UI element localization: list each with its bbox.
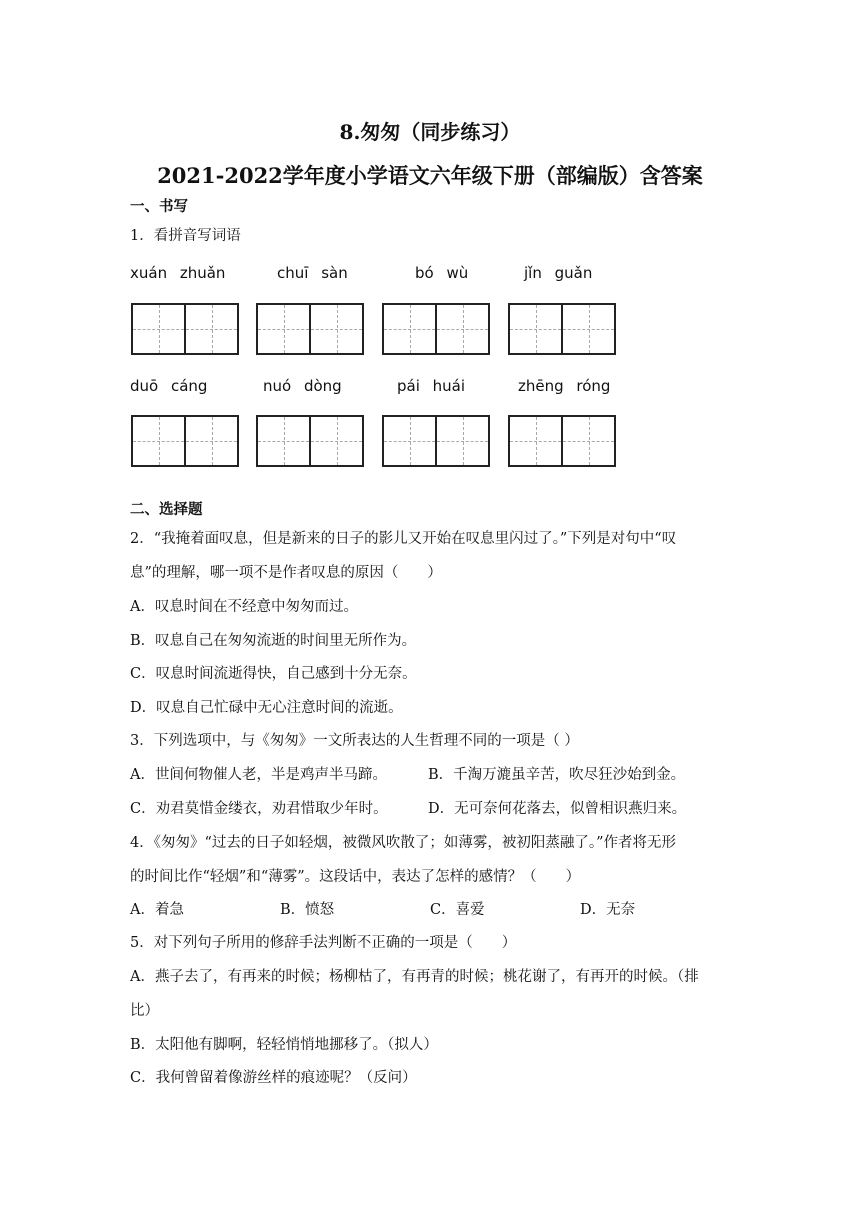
question-5-option-a[interactable]: A．燕子去了，有再来的时候；杨柳枯了，有再青的时候；桃花谢了，有再开的时候。（排 <box>130 969 699 985</box>
question-4-option-b[interactable]: B．愤怒 <box>280 902 335 918</box>
question-3-option-b[interactable]: B．千淘万漉虽辛苦，吹尽狂沙始到金。 <box>428 767 686 783</box>
pinyin-label: pái huái <box>397 377 466 395</box>
writing-box[interactable] <box>382 415 490 467</box>
pinyin-label: bó wù <box>415 264 469 282</box>
writing-box[interactable] <box>131 415 239 467</box>
question-4-option-d[interactable]: D．无奈 <box>580 902 636 918</box>
question-5-option-c[interactable]: C．我何曾留着像游丝样的痕迹呢？（反问） <box>130 1070 417 1086</box>
writing-box[interactable] <box>508 303 616 355</box>
question-2-stem: 息”的理解，哪一项不是作者叹息的原因（ ） <box>130 565 442 581</box>
pinyin-label: nuó dòng <box>263 377 342 395</box>
writing-box[interactable] <box>131 303 239 355</box>
pinyin-label: chuī sàn <box>277 264 348 282</box>
question-2-stem: 2．“我掩着面叹息，但是新来的日子的影儿又开始在叹息里闪过了。”下列是对句中“叹 <box>130 531 677 547</box>
question-3-option-d[interactable]: D．无可奈何花落去，似曾相识燕归来。 <box>428 801 687 817</box>
pinyin-label: duō cáng <box>130 377 208 395</box>
pinyin-label: jǐn guǎn <box>524 264 593 282</box>
question-3-option-a[interactable]: A．世间何物催人老，半是鸡声半马蹄。 <box>130 767 387 783</box>
question-4-option-a[interactable]: A．着急 <box>130 902 184 918</box>
question-3-stem: 3．下列选项中，与《匆匆》一文所表达的人生哲理不同的一项是（ ） <box>130 733 579 749</box>
question-1-stem: 1．看拼音写词语 <box>130 228 241 244</box>
question-4-stem: 4．《匆匆》“过去的日子如轻烟，被微风吹散了；如薄雾，被初阳蒸融了。”作者将无形 <box>130 835 677 851</box>
question-5-option-b[interactable]: B．太阳他有脚啊，轻轻悄悄地挪移了。（拟人） <box>130 1037 438 1053</box>
writing-box[interactable] <box>256 303 364 355</box>
section-heading-choice: 二、选择题 <box>130 501 203 518</box>
writing-box[interactable] <box>256 415 364 467</box>
question-2-option-b[interactable]: B．叹息自己在匆匆流逝的时间里无所作为。 <box>130 633 417 649</box>
question-2-option-c[interactable]: C．叹息时间流逝得快，自己感到十分无奈。 <box>130 666 417 682</box>
question-3-option-c[interactable]: C．劝君莫惜金缕衣，劝君惜取少年时。 <box>130 801 388 817</box>
page-subtitle: 2021-2022学年度小学语文六年级下册（部编版）含答案 <box>157 163 703 188</box>
pinyin-label: zhēng róng <box>518 377 611 395</box>
page-title: 8.匆匆（同步练习） <box>339 120 521 144</box>
question-5-stem: 5．对下列句子所用的修辞手法判断不正确的一项是（ ） <box>130 935 517 951</box>
question-5-option-a[interactable]: 比） <box>130 1003 159 1019</box>
writing-box[interactable] <box>382 303 490 355</box>
pinyin-label: xuán zhuǎn <box>130 264 226 282</box>
question-2-option-a[interactable]: A．叹息时间在不经意中匆匆而过。 <box>130 599 358 615</box>
question-2-option-d[interactable]: D．叹息自己忙碌中无心注意时间的流逝。 <box>130 700 403 716</box>
writing-box[interactable] <box>508 415 616 467</box>
section-heading-writing: 一、书写 <box>130 198 188 215</box>
question-4-option-c[interactable]: C．喜爱 <box>430 902 485 918</box>
question-4-stem: 的时间比作“轻烟”和“薄雾”。这段话中，表达了怎样的感情？（ ） <box>130 869 581 885</box>
